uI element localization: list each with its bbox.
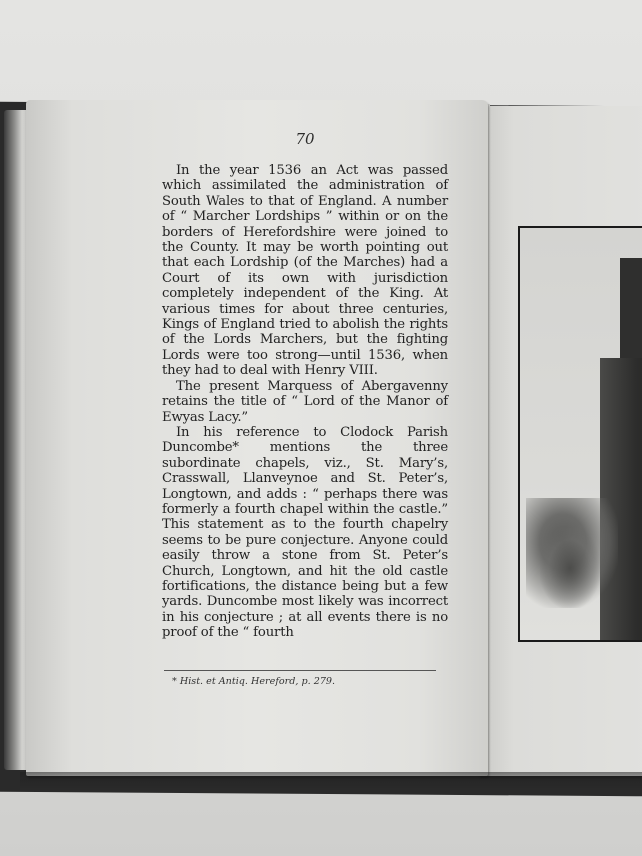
paragraph: The present Marquess of Abergavenny retains the title of “ Lord of the Manor of Ewyas Lacy.”	[162, 378, 448, 425]
body-text	[162, 163, 448, 641]
castle-photo-plate	[518, 226, 642, 642]
footnote: * Hist. et Antiq. Hereford, p. 279.	[172, 676, 336, 687]
castle-tower-top	[620, 258, 642, 368]
tree-foliage	[540, 528, 600, 608]
page-number: 70	[295, 130, 315, 148]
paragraph: In his reference to Clodock Parish Duncombe* mentions the three subordinate chapels, viz., St. Mary’s, Crasswall, Llanveynoe and St. Peter’s, Longtown, and adds : “ perhaps there was formerly a fourth chapel within the castle.” This statement as to the fourth chapelry seems to be pure conjecture. Anyone could easily throw a stone from St. Peter’s Church, Longtown, and hit the old castle fortifications, the distance being but a few yards. Duncombe most likely was incorrect in his conjecture ; at all events there is no proof of the “ fourth	[162, 424, 448, 641]
footnote-rule	[164, 670, 436, 671]
paragraph: In the year 1536 an Act was passed which assimilated the administration of South Wales to that of England. A number of “ Marcher Lordships ” within or on the borders of Herefordshire were joined to the County. It may be worth pointing out that each Lordship (of the Marches) had a Court of its own with jurisdiction completely independent of the King. At various times for about three centuries, Kings of England tried to abolish the rights of the Lords Marchers, but the fighting Lords were too strong—until 1536, when they had to deal with Henry VIII.	[162, 163, 448, 379]
book-shadow	[20, 772, 642, 790]
